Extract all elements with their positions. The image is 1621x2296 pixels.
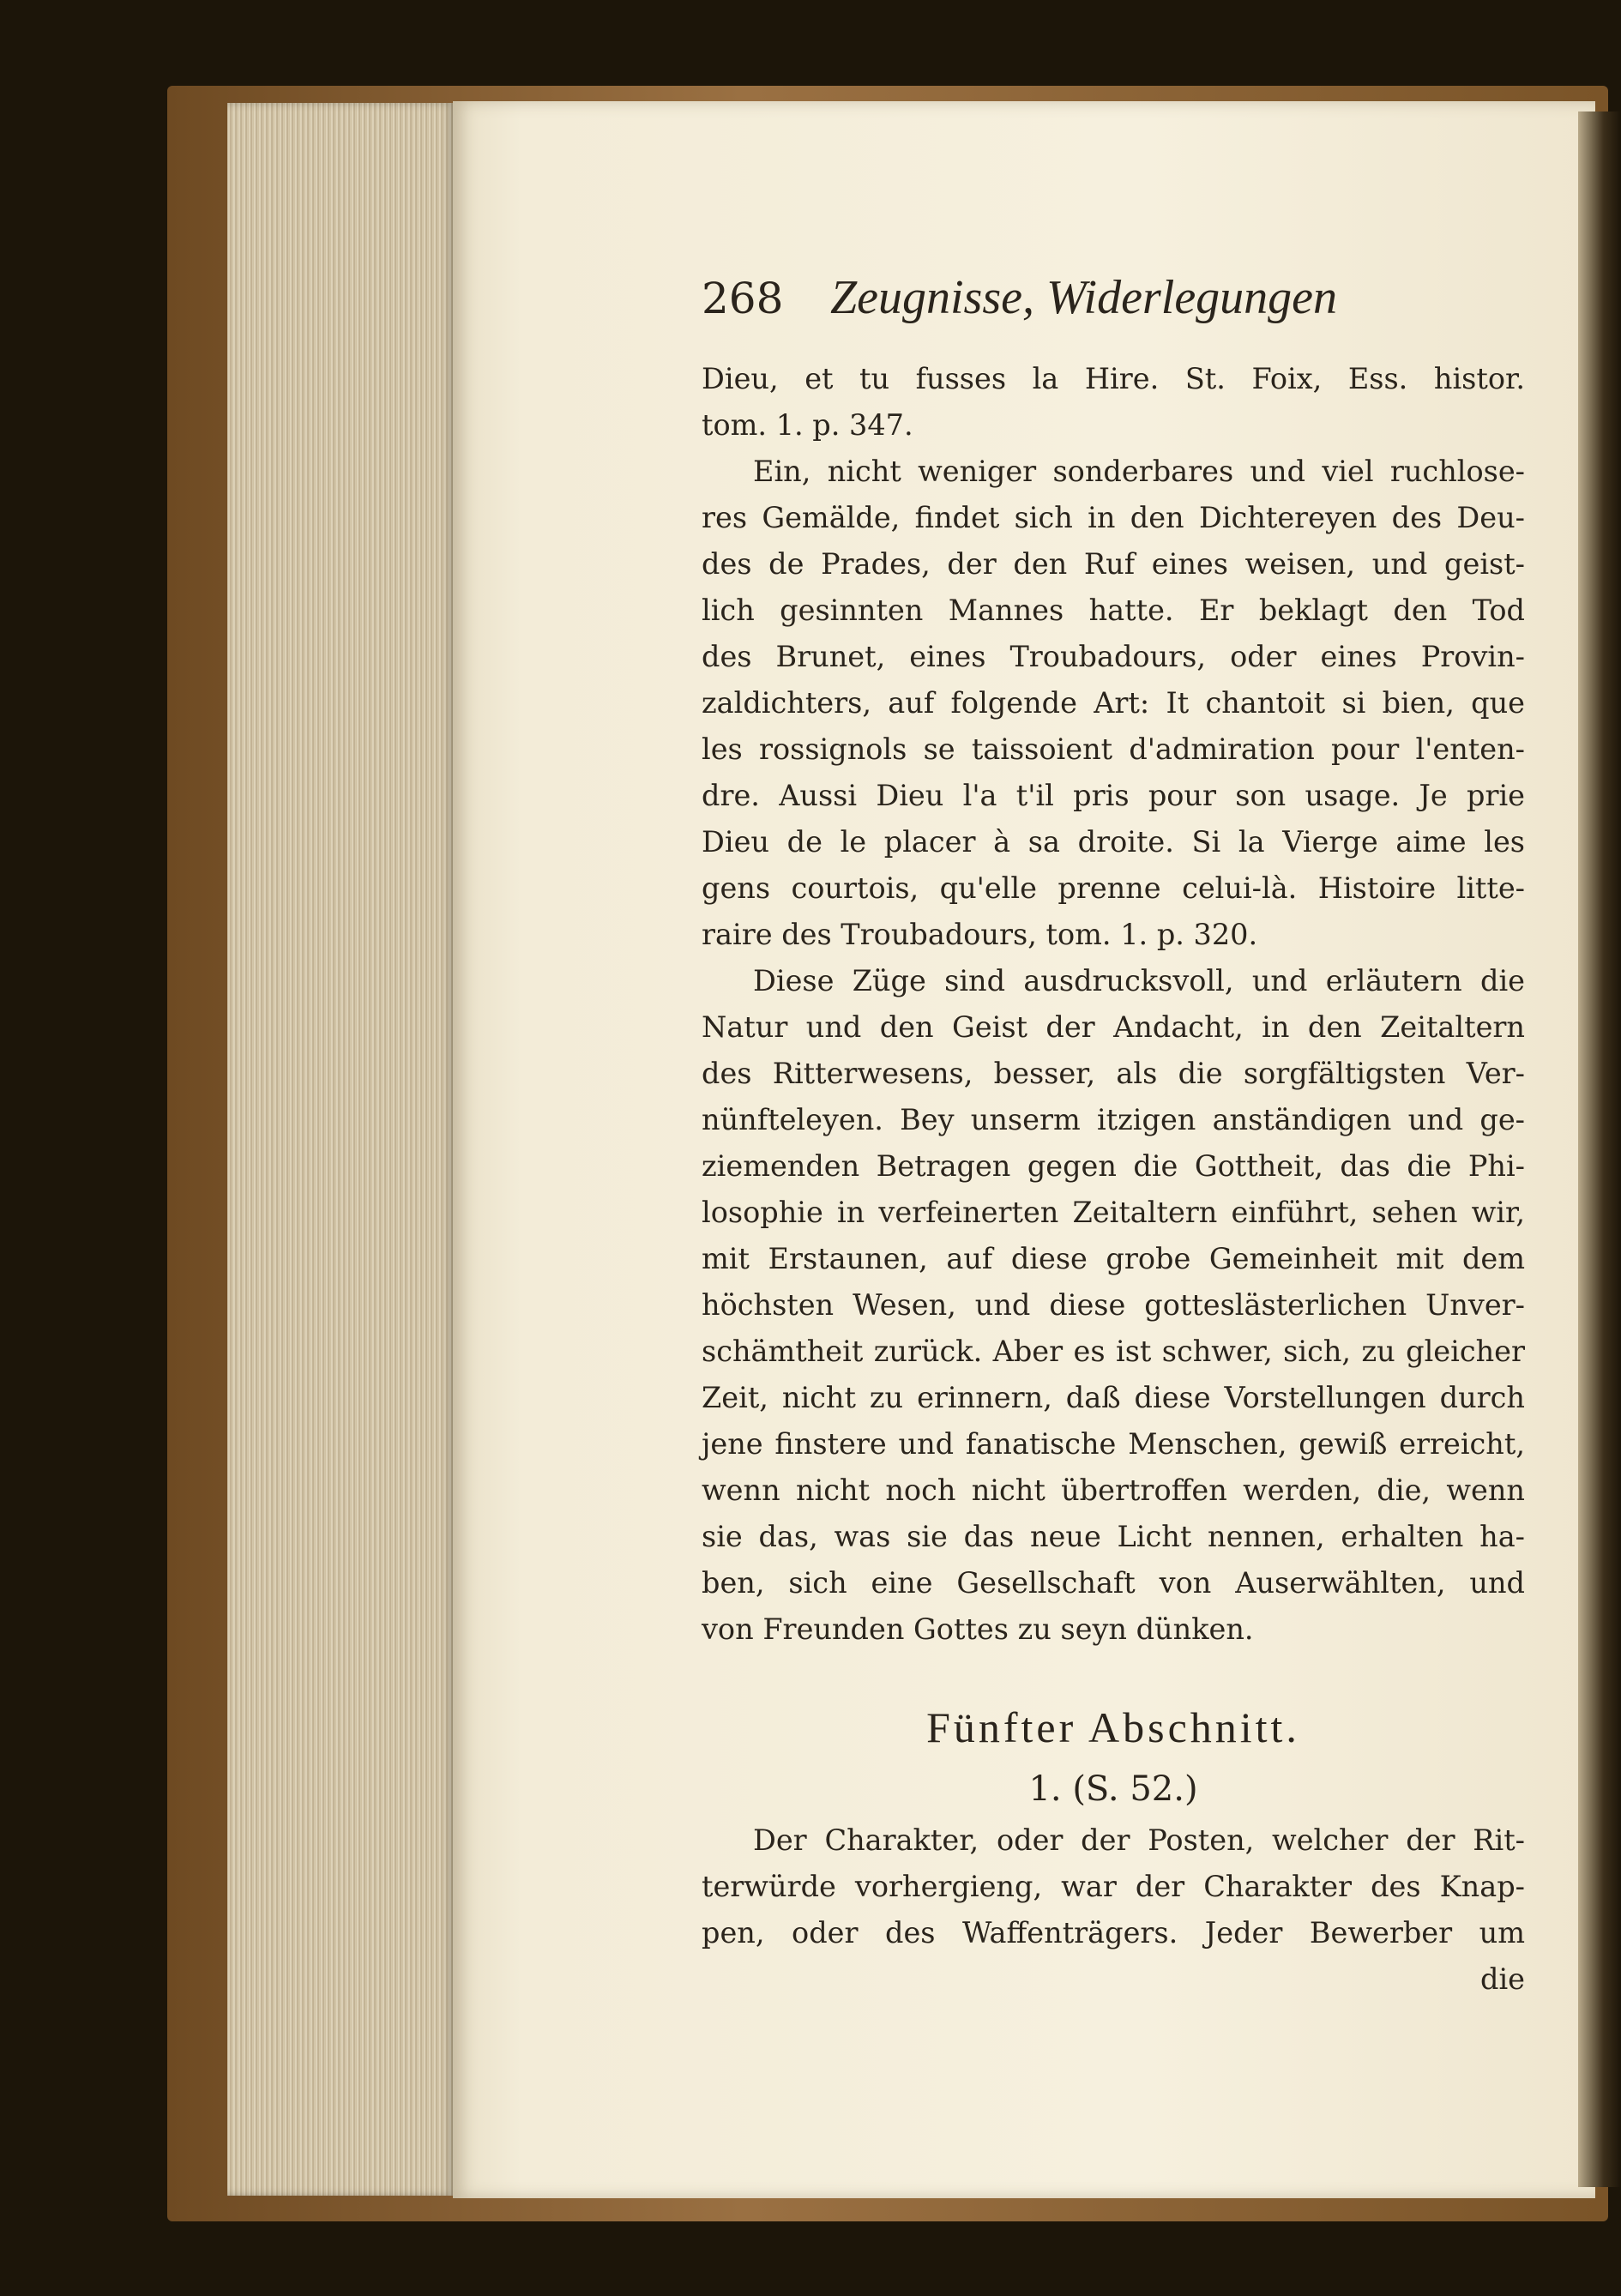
text-line: zaldichters, auf folgende Art: It chantoit si bien, que xyxy=(702,686,1525,720)
text-line: pen, oder des Waffenträgers. Jeder Bewerber um xyxy=(702,1916,1525,1949)
text-line: res Gemälde, findet sich in den Dichtereyen des Deu- xyxy=(702,501,1525,534)
page-edges xyxy=(227,103,455,2196)
paragraph-1 xyxy=(702,356,1525,449)
text-line: des de Prades, der den Ruf eines weisen, und geist- xyxy=(702,547,1525,581)
paragraph-2 xyxy=(702,449,1525,958)
text-line: nünfteleyen. Bey unserm itzigen anständigen und ge- xyxy=(702,1103,1525,1136)
text-line: von Freunden Gottes zu seyn dünken. xyxy=(702,1612,1254,1646)
text-line: des Ritterwesens, besser, als die sorgfältigsten Ver- xyxy=(702,1057,1525,1090)
text-line: les rossignols se taissoient d'admiration pour l'enten- xyxy=(702,732,1525,766)
page-header xyxy=(702,270,1525,356)
section-subheading: 1. (S. 52.) xyxy=(1028,1769,1198,1809)
text-line: ben, sich eine Gesellschaft von Auserwählten, und xyxy=(702,1566,1525,1600)
paragraph-4 xyxy=(702,1817,1525,1956)
text-line: terwürde vorhergieng, war der Charakter des Knap- xyxy=(702,1870,1525,1903)
text-line: des Brunet, eines Troubadours, oder eines Provin- xyxy=(702,640,1525,673)
page-text xyxy=(702,270,1525,2003)
text-line: wenn nicht noch nicht übertroffen werden, die, wenn xyxy=(702,1473,1525,1507)
text-line: raire des Troubadours, tom. 1. p. 320. xyxy=(702,918,1258,951)
text-line: tom. 1. p. 347. xyxy=(702,408,913,442)
text-line: jene finstere und fanatische Menschen, gewiß erreicht, xyxy=(702,1427,1525,1461)
book-gutter xyxy=(1578,111,1621,2187)
paragraph-3 xyxy=(702,958,1525,1653)
text-line: Natur und den Geist der Andacht, in den Zeitaltern xyxy=(702,1010,1525,1044)
text-line: ziemenden Betragen gegen die Gottheit, das die Phi- xyxy=(702,1149,1525,1183)
text-line: sie das, was sie das neue Licht nennen, erhalten ha- xyxy=(702,1520,1525,1553)
text-line: höchsten Wesen, und diese gotteslästerlichen Unver- xyxy=(702,1288,1525,1322)
catchword: die xyxy=(1480,1962,1525,1996)
text-line: lich gesinnten Mannes hatte. Er beklagt den Tod xyxy=(702,594,1525,627)
text-line: mit Erstaunen, auf diese grobe Gemeinheit mit dem xyxy=(702,1242,1525,1275)
section-heading: Fünfter Abschnitt. xyxy=(926,1703,1300,1751)
running-head: Zeugnisse, Widerlegungen xyxy=(830,271,1338,324)
text-line: Der Charakter, oder der Posten, welcher der Rit- xyxy=(753,1823,1525,1857)
text-line: dre. Aussi Dieu l'a t'il pris pour son usage. Je prie xyxy=(702,779,1525,812)
text-line: Dieu, et tu fusses la Hire. St. Foix, Ess. histor. xyxy=(702,362,1525,395)
text-line: Dieu de le placer à sa droite. Si la Vierge aime les xyxy=(702,825,1525,859)
text-line: gens courtois, qu'elle prenne celui-là. Histoire litte- xyxy=(702,871,1525,905)
text-line: Diese Züge sind ausdrucksvoll, und erläutern die xyxy=(753,964,1525,997)
text-line: schämtheit zurück. Aber es ist schwer, sich, zu gleicher xyxy=(702,1335,1525,1368)
text-line: Ein, nicht weniger sonderbares und viel ruchlose- xyxy=(753,455,1525,488)
text-line: losophie in verfeinerten Zeitaltern einführt, sehen wir, xyxy=(702,1196,1525,1229)
text-line: Zeit, nicht zu erinnern, daß diese Vorstellungen durch xyxy=(702,1381,1525,1414)
page-number: 268 xyxy=(702,274,784,323)
